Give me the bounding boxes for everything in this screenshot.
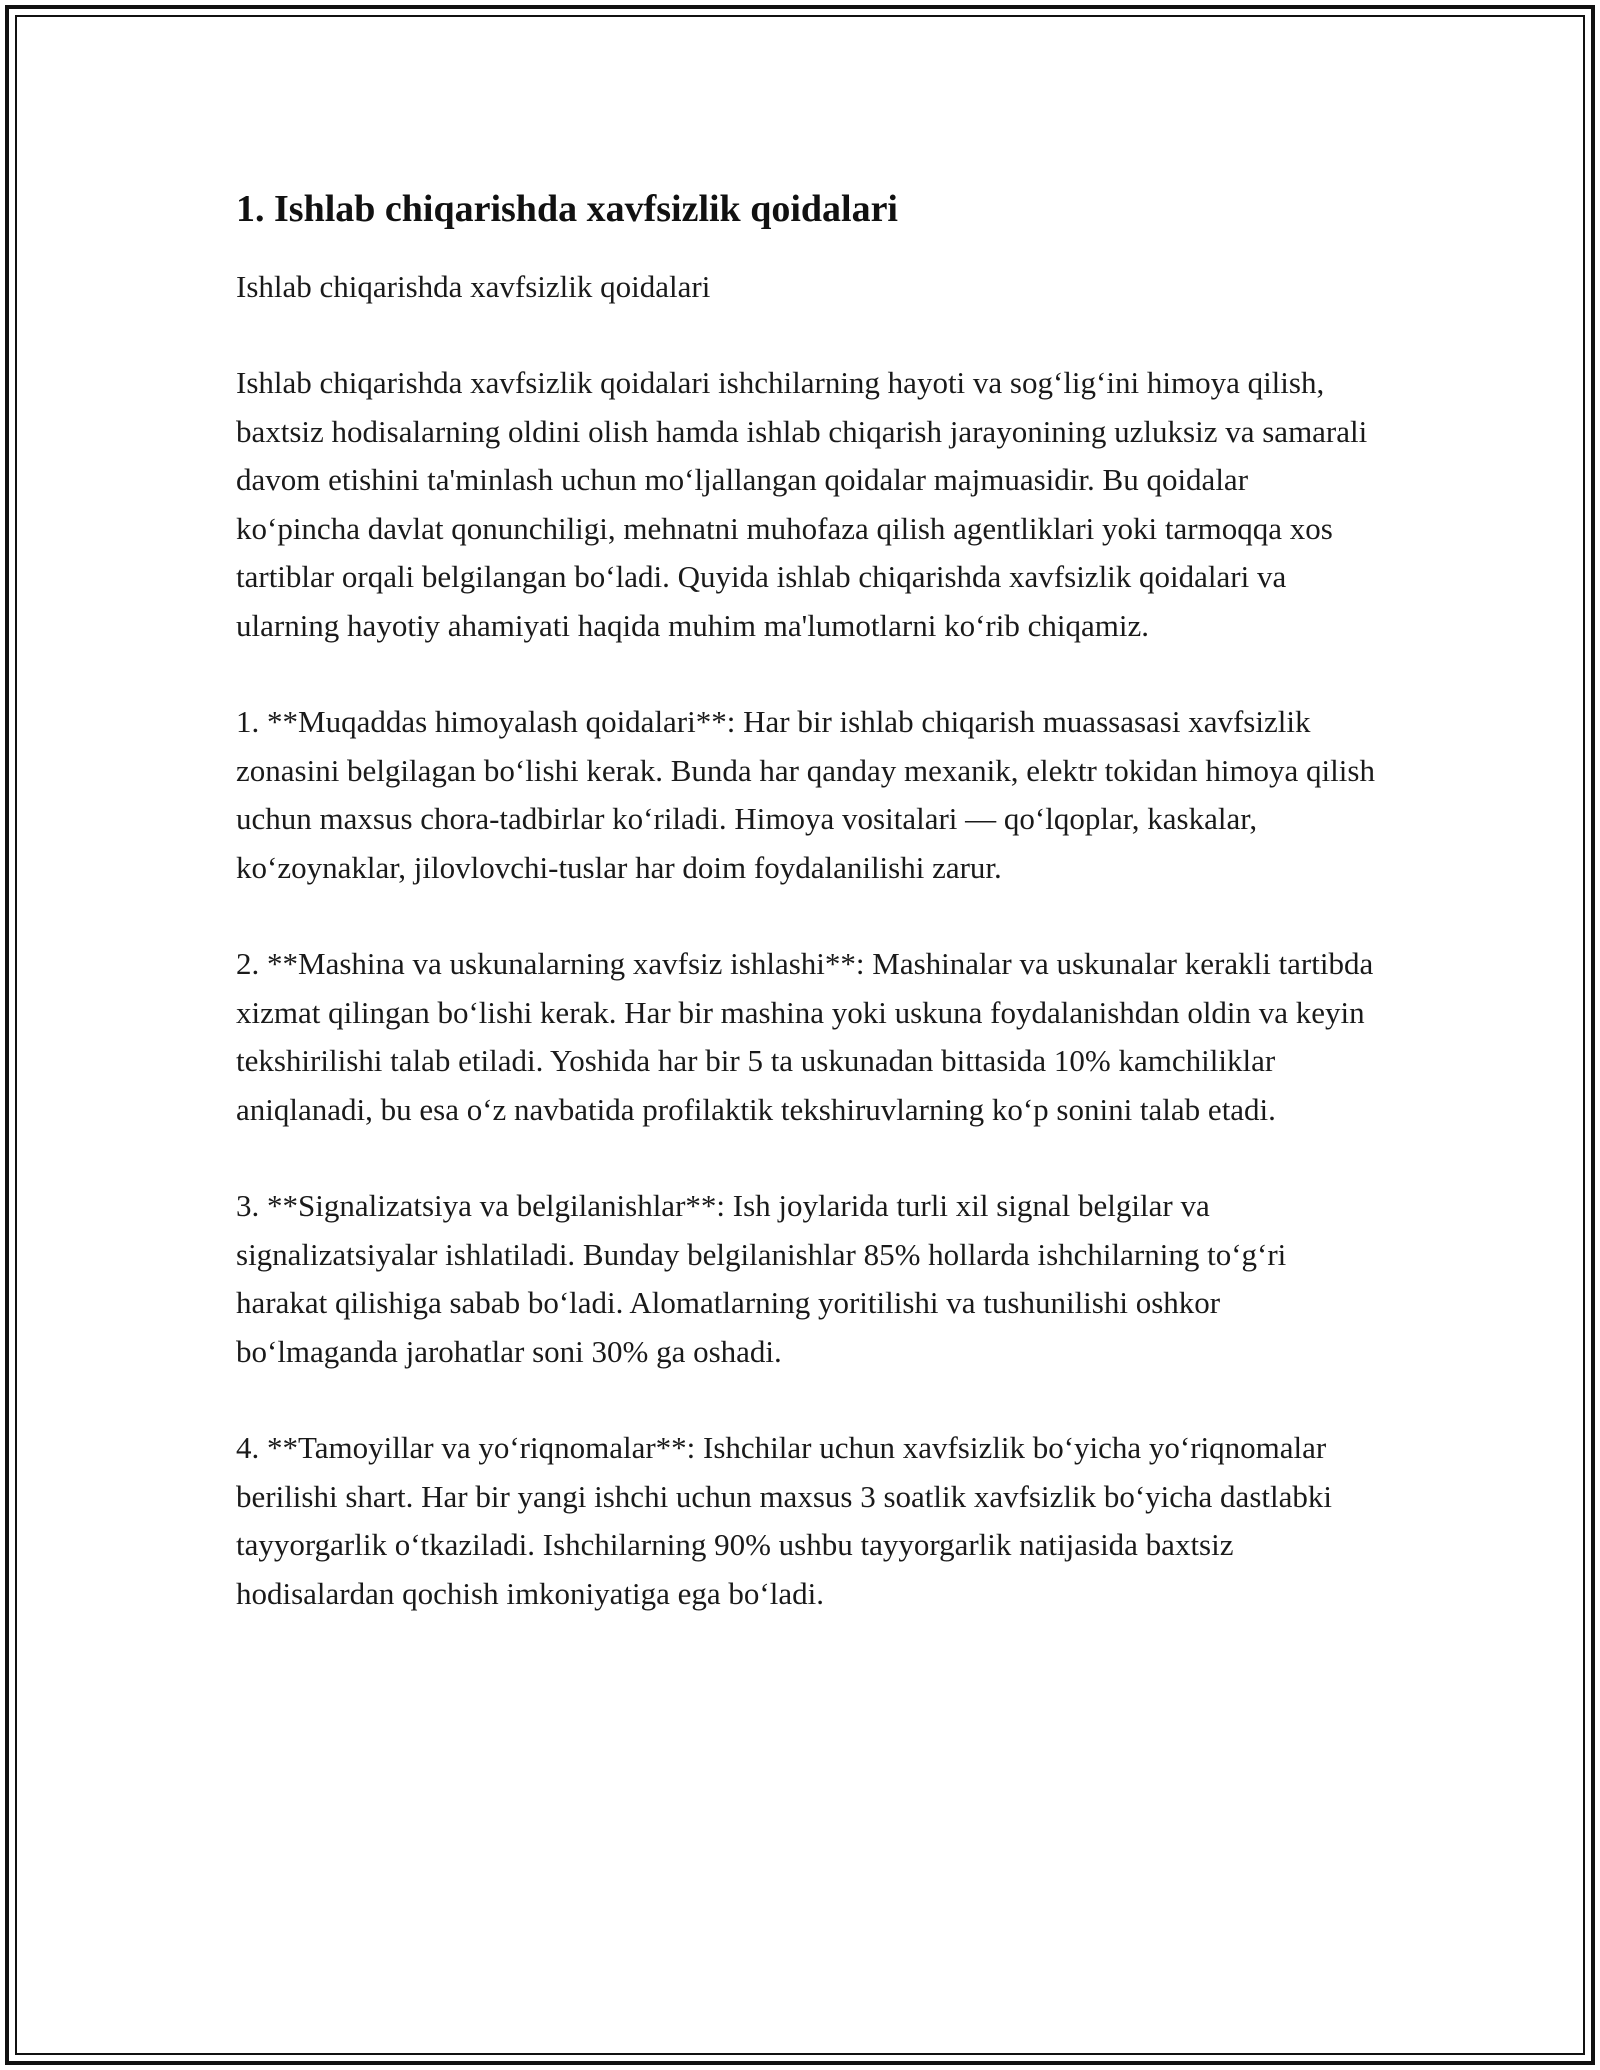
rule-paragraph-4: 4. **Tamoyillar va yo‘riqnomalar**: Ishchilar uchun xavfsizlik bo‘yicha yo‘riqnomalar berilishi shart. Har bir yangi ishchi uchun maxsus 3 soatlik xavfsizlik bo‘yicha dastlabki tayyorgarlik o‘tkaziladi. Ishchilarning 90% ushbu tayyorgarlik natijasida baxtsiz hodisalardan qochish imkoniyatiga ega bo‘ladi. <box>236 1430 1332 1611</box>
document-subtitle: Ishlab chiqarishda xavfsizlik qoidalari <box>236 269 711 304</box>
intro-paragraph: Ishlab chiqarishda xavfsizlik qoidalari ishchilarning hayoti va sog‘lig‘ini himoya qilish, baxtsiz hodisalarning oldini olish hamda ishlab chiqarish jarayonining uzluksiz va samarali davom etishini ta'minlash uchun mo‘ljallangan qoidalar majmuasidir. Bu qoidalar ko‘pincha davlat qonunchiligi, mehnatni muhofaza qilish agentliklari yoki tarmoqqa xos tartiblar orqali belgilangan bo‘ladi. Quyida ishlab chiqarishda xavfsizlik qoidalari va ularning hayotiy ahamiyati haqida muhim ma'lumotlarni ko‘rib chiqamiz. <box>236 365 1368 643</box>
document-body <box>236 185 1376 1618</box>
rule-paragraph-2: 2. **Mashina va uskunalarning xavfsiz ishlashi**: Mashinalar va uskunalar kerakli tartibda xizmat qilingan bo‘lishi kerak. Har bir mashina yoki uskuna foydalanishdan oldin va keyin tekshirilishi talab etiladi. Yoshida har bir 5 ta uskunadan bittasida 10% kamchiliklar aniqlanadi, bu esa o‘z navbatida profilaktik tekshiruvlarning ko‘p sonini talab etadi. <box>236 946 1374 1127</box>
rule-paragraph-1: 1. **Muqaddas himoyalash qoidalari**: Har bir ishlab chiqarish muassasasi xavfsizlik zonasini belgilagan bo‘lishi kerak. Bunda har qanday mexanik, elektr tokidan himoya qilish uchun maxsus chora-tadbirlar ko‘riladi. Himoya vositalari — qo‘lqoplar, kaskalar, ko‘zoynaklar, jilovlovchi-tuslar har doim foydalanilishi zarur. <box>236 704 1375 885</box>
document-title: 1. Ishlab chiqarishda xavfsizlik qoidalari <box>236 188 898 230</box>
rule-paragraph-3: 3. **Signalizatsiya va belgilanishlar**: Ish joylarida turli xil signal belgilar va signalizatsiyalar ishlatiladi. Bunday belgilanishlar 85% hollarda ishchilarning to‘g‘ri harakat qilishiga sabab bo‘ladi. Alomatlarning yoritilishi va tushunilishi oshkor bo‘lmaganda jarohatlar soni 30% ga oshadi. <box>236 1188 1287 1369</box>
